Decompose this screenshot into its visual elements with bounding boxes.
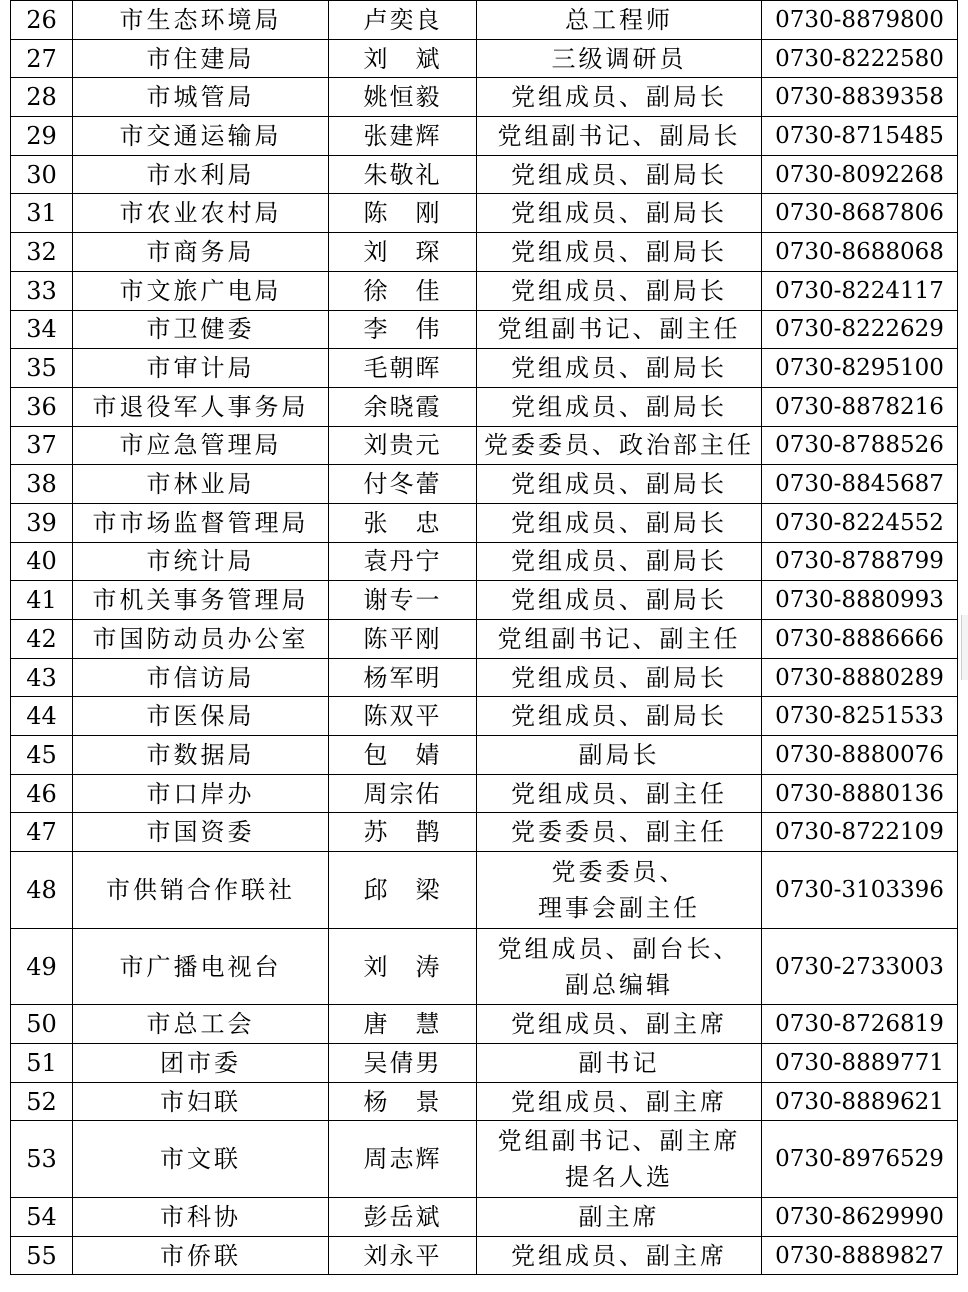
unit-cell: 市林业局 [73, 465, 329, 504]
unit-cell: 市水利局 [73, 155, 329, 194]
row-number-cell: 30 [11, 155, 73, 194]
table-row [11, 387, 958, 426]
row-number-cell: 41 [11, 581, 73, 620]
unit-cell: 市侨联 [73, 1236, 329, 1275]
table-row [11, 310, 958, 349]
unit-cell: 市口岸办 [73, 774, 329, 813]
unit-cell: 市妇联 [73, 1082, 329, 1121]
row-number-cell: 31 [11, 194, 73, 233]
position-cell: 党委委员、 理事会副主任 [477, 852, 762, 929]
name-cell: 杨 景 [329, 1082, 477, 1121]
name-cell: 姚恒毅 [329, 78, 477, 117]
table-row [11, 542, 958, 581]
phone-cell: 0730-8788799 [762, 542, 958, 581]
position-cell: 党组成员、副局长 [477, 503, 762, 542]
position-cell: 党组成员、副局长 [477, 155, 762, 194]
name-cell: 袁丹宁 [329, 542, 477, 581]
contact-table [10, 0, 958, 1275]
position-cell: 党组成员、副局长 [477, 349, 762, 388]
name-cell: 包 婧 [329, 736, 477, 775]
table-row [11, 349, 958, 388]
contact-table-body [11, 1, 958, 1275]
table-row [11, 928, 958, 1005]
table-row [11, 1121, 958, 1198]
phone-cell: 0730-8629990 [762, 1197, 958, 1236]
phone-cell: 0730-8224552 [762, 503, 958, 542]
name-cell: 张 忠 [329, 503, 477, 542]
table-row [11, 1005, 958, 1044]
name-cell: 刘 琛 [329, 233, 477, 272]
unit-cell: 市统计局 [73, 542, 329, 581]
position-cell: 党组成员、副局长 [477, 465, 762, 504]
name-cell: 苏 鹊 [329, 813, 477, 852]
unit-cell: 市文旅广电局 [73, 271, 329, 310]
table-row [11, 813, 958, 852]
row-number-cell: 39 [11, 503, 73, 542]
name-cell: 张建辉 [329, 117, 477, 156]
unit-cell: 市农业农村局 [73, 194, 329, 233]
position-cell: 党组副书记、副主任 [477, 620, 762, 659]
name-cell: 刘贵元 [329, 426, 477, 465]
position-cell: 党组成员、副局长 [477, 387, 762, 426]
unit-cell: 团市委 [73, 1044, 329, 1083]
row-number-cell: 45 [11, 736, 73, 775]
phone-cell: 0730-8726819 [762, 1005, 958, 1044]
row-number-cell: 35 [11, 349, 73, 388]
phone-cell: 0730-8722109 [762, 813, 958, 852]
unit-cell: 市机关事务管理局 [73, 581, 329, 620]
row-number-cell: 50 [11, 1005, 73, 1044]
position-cell: 总工程师 [477, 1, 762, 40]
unit-cell: 市医保局 [73, 697, 329, 736]
name-cell: 余晓霞 [329, 387, 477, 426]
name-cell: 徐 佳 [329, 271, 477, 310]
table-row [11, 426, 958, 465]
position-cell: 党组成员、副主席 [477, 1005, 762, 1044]
row-number-cell: 29 [11, 117, 73, 156]
phone-cell: 0730-8878216 [762, 387, 958, 426]
unit-cell: 市交通运输局 [73, 117, 329, 156]
phone-cell: 0730-8224117 [762, 271, 958, 310]
table-row [11, 697, 958, 736]
row-number-cell: 53 [11, 1121, 73, 1198]
row-number-cell: 49 [11, 928, 73, 1005]
position-cell: 党组副书记、副局长 [477, 117, 762, 156]
page-edge-marker [961, 615, 968, 680]
position-cell: 党组副书记、副主任 [477, 310, 762, 349]
unit-cell: 市卫健委 [73, 310, 329, 349]
position-cell: 党组成员、副局长 [477, 78, 762, 117]
unit-cell: 市广播电视台 [73, 928, 329, 1005]
phone-cell: 0730-8222629 [762, 310, 958, 349]
phone-cell: 0730-8889621 [762, 1082, 958, 1121]
table-row [11, 39, 958, 78]
unit-cell: 市科协 [73, 1197, 329, 1236]
name-cell: 陈 刚 [329, 194, 477, 233]
unit-cell: 市应急管理局 [73, 426, 329, 465]
position-cell: 党委委员、政治部主任 [477, 426, 762, 465]
unit-cell: 市国防动员办公室 [73, 620, 329, 659]
name-cell: 卢奕良 [329, 1, 477, 40]
table-row [11, 78, 958, 117]
name-cell: 陈平刚 [329, 620, 477, 659]
unit-cell: 市商务局 [73, 233, 329, 272]
unit-cell: 市城管局 [73, 78, 329, 117]
row-number-cell: 42 [11, 620, 73, 659]
position-cell: 副书记 [477, 1044, 762, 1083]
position-cell: 党组成员、副局长 [477, 697, 762, 736]
row-number-cell: 28 [11, 78, 73, 117]
table-row [11, 658, 958, 697]
phone-cell: 0730-8889827 [762, 1236, 958, 1275]
unit-cell: 市文联 [73, 1121, 329, 1198]
unit-cell: 市数据局 [73, 736, 329, 775]
position-cell: 党组副书记、副主席 提名人选 [477, 1121, 762, 1198]
phone-cell: 0730-8976529 [762, 1121, 958, 1198]
unit-cell: 市国资委 [73, 813, 329, 852]
name-cell: 唐 慧 [329, 1005, 477, 1044]
table-row [11, 233, 958, 272]
position-cell: 党组成员、副主任 [477, 774, 762, 813]
table-row [11, 581, 958, 620]
table-row [11, 1, 958, 40]
name-cell: 陈双平 [329, 697, 477, 736]
phone-cell: 0730-8687806 [762, 194, 958, 233]
unit-cell: 市生态环境局 [73, 1, 329, 40]
row-number-cell: 47 [11, 813, 73, 852]
row-number-cell: 38 [11, 465, 73, 504]
phone-cell: 0730-8222580 [762, 39, 958, 78]
name-cell: 刘永平 [329, 1236, 477, 1275]
row-number-cell: 36 [11, 387, 73, 426]
unit-cell: 市审计局 [73, 349, 329, 388]
unit-cell: 市总工会 [73, 1005, 329, 1044]
name-cell: 邱 梁 [329, 852, 477, 929]
phone-cell: 0730-8688068 [762, 233, 958, 272]
position-cell: 副局长 [477, 736, 762, 775]
phone-cell: 0730-8715485 [762, 117, 958, 156]
name-cell: 付冬蕾 [329, 465, 477, 504]
row-number-cell: 51 [11, 1044, 73, 1083]
name-cell: 周宗佑 [329, 774, 477, 813]
unit-cell: 市信访局 [73, 658, 329, 697]
phone-cell: 0730-2733003 [762, 928, 958, 1005]
name-cell: 谢专一 [329, 581, 477, 620]
name-cell: 朱敬礼 [329, 155, 477, 194]
row-number-cell: 48 [11, 852, 73, 929]
phone-cell: 0730-3103396 [762, 852, 958, 929]
phone-cell: 0730-8880136 [762, 774, 958, 813]
table-row [11, 155, 958, 194]
name-cell: 彭岳斌 [329, 1197, 477, 1236]
row-number-cell: 37 [11, 426, 73, 465]
row-number-cell: 52 [11, 1082, 73, 1121]
unit-cell: 市供销合作联社 [73, 852, 329, 929]
table-row [11, 194, 958, 233]
phone-cell: 0730-8880289 [762, 658, 958, 697]
phone-cell: 0730-8251533 [762, 697, 958, 736]
table-row [11, 1236, 958, 1275]
phone-cell: 0730-8839358 [762, 78, 958, 117]
unit-cell: 市退役军人事务局 [73, 387, 329, 426]
position-cell: 党委委员、副主任 [477, 813, 762, 852]
table-row [11, 117, 958, 156]
phone-cell: 0730-8295100 [762, 349, 958, 388]
position-cell: 党组成员、副主席 [477, 1236, 762, 1275]
phone-cell: 0730-8880993 [762, 581, 958, 620]
name-cell: 刘 斌 [329, 39, 477, 78]
name-cell: 刘 涛 [329, 928, 477, 1005]
row-number-cell: 33 [11, 271, 73, 310]
table-row [11, 852, 958, 929]
position-cell: 党组成员、副局长 [477, 542, 762, 581]
table-row [11, 503, 958, 542]
name-cell: 杨军明 [329, 658, 477, 697]
position-cell: 党组成员、副局长 [477, 271, 762, 310]
position-cell: 党组成员、副台长、 副总编辑 [477, 928, 762, 1005]
position-cell: 党组成员、副局长 [477, 194, 762, 233]
row-number-cell: 46 [11, 774, 73, 813]
phone-cell: 0730-8879800 [762, 1, 958, 40]
table-row [11, 1197, 958, 1236]
table-row [11, 271, 958, 310]
row-number-cell: 26 [11, 1, 73, 40]
position-cell: 三级调研员 [477, 39, 762, 78]
table-row [11, 465, 958, 504]
row-number-cell: 40 [11, 542, 73, 581]
position-cell: 党组成员、副局长 [477, 658, 762, 697]
table-row [11, 774, 958, 813]
name-cell: 吴倩男 [329, 1044, 477, 1083]
row-number-cell: 43 [11, 658, 73, 697]
table-row [11, 736, 958, 775]
phone-cell: 0730-8788526 [762, 426, 958, 465]
phone-cell: 0730-8845687 [762, 465, 958, 504]
position-cell: 党组成员、副局长 [477, 581, 762, 620]
phone-cell: 0730-8889771 [762, 1044, 958, 1083]
position-cell: 副主席 [477, 1197, 762, 1236]
unit-cell: 市住建局 [73, 39, 329, 78]
row-number-cell: 55 [11, 1236, 73, 1275]
phone-cell: 0730-8880076 [762, 736, 958, 775]
name-cell: 李 伟 [329, 310, 477, 349]
table-row [11, 1044, 958, 1083]
row-number-cell: 34 [11, 310, 73, 349]
row-number-cell: 32 [11, 233, 73, 272]
row-number-cell: 27 [11, 39, 73, 78]
row-number-cell: 54 [11, 1197, 73, 1236]
row-number-cell: 44 [11, 697, 73, 736]
position-cell: 党组成员、副局长 [477, 233, 762, 272]
table-row [11, 620, 958, 659]
phone-cell: 0730-8886666 [762, 620, 958, 659]
name-cell: 周志辉 [329, 1121, 477, 1198]
name-cell: 毛朝晖 [329, 349, 477, 388]
table-row [11, 1082, 958, 1121]
unit-cell: 市市场监督管理局 [73, 503, 329, 542]
position-cell: 党组成员、副主席 [477, 1082, 762, 1121]
phone-cell: 0730-8092268 [762, 155, 958, 194]
